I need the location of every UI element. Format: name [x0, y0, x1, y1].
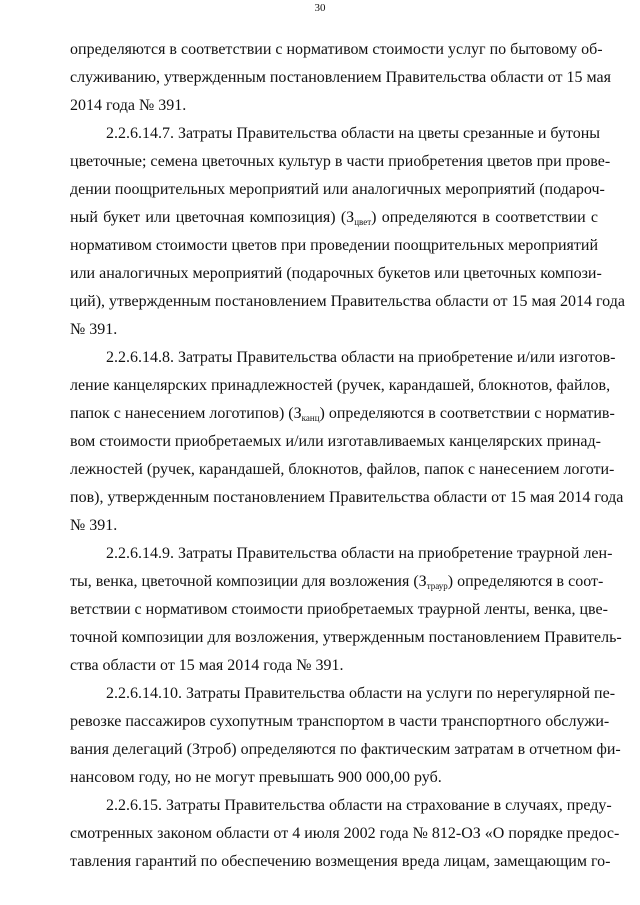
text-line: № 391.	[70, 517, 118, 534]
text-line: ветствии с нормативом стоимости приобретаемых траурной ленты, венка, цве-	[70, 601, 608, 618]
text-line: нансовом году, но не могут превышать 900 000,00 руб.	[70, 769, 442, 786]
text-line	[70, 208, 598, 228]
text-line: определяются в соответствии с нормативом стоимости услуг по бытовому об-	[70, 41, 603, 58]
text-segment: ) определяются в соот-	[447, 573, 604, 590]
text-line: ций), утвержденным постановлением Правительства области от 15 мая 2014 года	[70, 293, 625, 310]
text-line: ревозке пассажиров сухопутным транспортом в части транспортного обслужи-	[70, 713, 610, 730]
text-line: 2.2.6.14.8. Затраты Правительства области на приобретение и/или изготов-	[106, 349, 616, 366]
text-line: пов), утвержденным постановлением Правительства области от 15 мая 2014 года	[70, 489, 624, 506]
text-line: лежностей (ручек, карандашей, блокнотов, файлов, папок с нанесением логоти-	[70, 461, 615, 478]
text-line: цветочные; семена цветочных культур в части приобретения цветов при прове-	[70, 153, 611, 170]
text-segment: ты, венка, цветочной композиции для возложения (З	[70, 573, 427, 590]
text-line: 2.2.6.14.7. Затраты Правительства области на цветы срезанные и бутоны	[106, 125, 601, 142]
text-line: служиванию, утвержденным постановлением Правительства области от 15 мая	[70, 69, 611, 86]
text-segment: папок с нанесением логотипов) (З	[70, 405, 302, 422]
subscript: цвет	[354, 217, 372, 227]
text-line: точной композиции для возложения, утвержденным постановлением Правитель-	[70, 629, 622, 646]
text-segment: ) определяются в соответствии с норматив-	[319, 405, 615, 422]
text-line: № 391.	[70, 321, 118, 338]
text-line: нормативом стоимости цветов при проведении поощрительных мероприятий	[70, 237, 598, 254]
text-line: вания делегаций (Зтроб) определяются по фактическим затратам в отчетном фи-	[70, 741, 621, 758]
text-line: 2.2.6.14.10. Затраты Правительства области на услуги по нерегулярной пе-	[106, 685, 616, 702]
text-line	[70, 404, 615, 424]
subscript: траур	[426, 581, 448, 591]
text-line: тавления гарантий по обеспечению возмещения вреда лицам, замещающим го-	[70, 853, 611, 870]
subscript: канц	[301, 413, 320, 423]
text-line: 2.2.6.14.9. Затраты Правительства области на приобретение траурной лен-	[106, 545, 613, 562]
text-line: ства области от 15 мая 2014 года № 391.	[70, 657, 344, 674]
text-line: смотренных законом области от 4 июля 2002 года № 812-ОЗ «О порядке предос-	[70, 825, 620, 842]
text-line: дении поощрительных мероприятий или аналогичных мероприятий (подароч-	[70, 181, 605, 198]
text-line: 2014 года № 391.	[70, 97, 187, 114]
text-segment: ) определяются в соответствии с	[371, 209, 598, 226]
text-line: 2.2.6.15. Затраты Правительства области на страхование в случаях, преду-	[106, 797, 612, 814]
text-line: ление канцелярских принадлежностей (ручек, карандашей, блокнотов, файлов,	[70, 377, 611, 394]
text-line: вом стоимости приобретаемых и/или изготавливаемых канцелярских принад-	[70, 433, 601, 450]
text-line: или аналогичных мероприятий (подарочных букетов или цветочных компози-	[70, 265, 602, 282]
text-segment: ный букет или цветочная композиция) (З	[70, 209, 355, 226]
text-line	[70, 572, 604, 592]
page-number: 30	[314, 2, 326, 14]
